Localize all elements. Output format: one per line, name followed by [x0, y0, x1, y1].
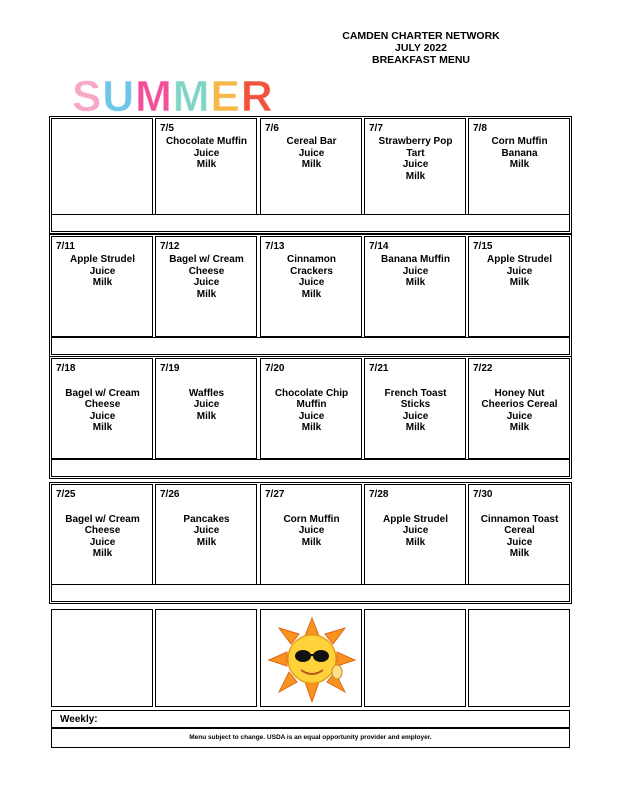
menu-item: Milk: [92, 548, 113, 559]
menu-item: Banana: [501, 147, 538, 159]
menu-item: Milk: [405, 536, 426, 548]
day-date: 7/14: [369, 241, 389, 252]
day-date: [56, 123, 149, 136]
day-date: 7/12: [160, 241, 180, 252]
day-cell: [155, 236, 257, 337]
menu-item: Juice: [298, 277, 325, 288]
menu-item: Honey Nut: [494, 387, 545, 399]
day-menu-items: [473, 136, 566, 171]
menu-period: JULY 2022: [395, 42, 447, 54]
day-date: 7/8: [473, 123, 487, 134]
menu-item: [265, 502, 358, 514]
menu-item: Bagel w/ Cream: [65, 387, 140, 399]
menu-item: Tart: [406, 147, 425, 159]
day-menu-items: [265, 254, 358, 300]
menu-item: Milk: [196, 410, 217, 422]
day-menu-items: [265, 136, 358, 171]
menu-item: Milk: [509, 277, 530, 288]
menu-item: Cereal: [504, 525, 535, 536]
day-menu-items: [369, 376, 462, 434]
day-cell: [468, 236, 570, 337]
menu-item: Milk: [405, 170, 426, 182]
day-cell: [468, 484, 570, 585]
day-cell: [51, 358, 153, 459]
menu-item: Chocolate Muffin: [165, 136, 248, 147]
menu-item: Cheese: [84, 525, 121, 536]
day-cell: [364, 484, 466, 585]
menu-item: Milk: [196, 159, 217, 170]
summer-letter: M: [135, 72, 173, 121]
menu-item: Cheerios Cereal: [481, 399, 558, 410]
menu-item: [369, 502, 462, 514]
day-date: 7/19: [160, 363, 180, 374]
menu-item: Apple Strudel: [382, 513, 448, 525]
menu-item: Cereal Bar: [286, 136, 337, 147]
menu-item: Juice: [89, 410, 116, 422]
menu-item: [473, 376, 566, 388]
menu-item: [160, 376, 253, 388]
menu-item: Chocolate Chip: [274, 387, 349, 399]
organization-name: CAMDEN CHARTER NETWORK: [342, 30, 500, 42]
week-note-row: [51, 214, 570, 232]
menu-item: Strawberry Pop: [378, 136, 453, 147]
day-menu-items: [265, 376, 358, 434]
day-cell: [260, 236, 362, 337]
summer-letter: U: [102, 72, 136, 121]
summer-letter: M: [172, 72, 211, 121]
menu-item: Juice: [193, 399, 220, 410]
sun-cell: [260, 609, 362, 707]
menu-item: Milk: [509, 422, 530, 433]
menu-item: [265, 376, 358, 388]
summer-letter: E: [210, 72, 241, 121]
menu-item: Juice: [402, 525, 429, 536]
day-date: 7/22: [473, 363, 493, 374]
day-date: 7/18: [56, 363, 76, 374]
day-menu-items: [160, 254, 253, 300]
day-menu-items: [369, 136, 462, 182]
menu-item: Cheese: [188, 265, 225, 277]
menu-item: Milk: [405, 422, 426, 433]
menu-item: Juice: [506, 265, 533, 277]
menu-item: Milk: [301, 288, 322, 300]
week-note-row: [51, 337, 570, 355]
menu-item: Banana Muffin: [381, 254, 450, 265]
menu-item: Corn Muffin: [283, 513, 340, 525]
menu-item: Cinnamon Toast: [480, 513, 559, 525]
menu-item: Juice: [506, 536, 533, 548]
empty-day-cell: [364, 609, 466, 707]
menu-item: Juice: [298, 147, 325, 159]
menu-item: Juice: [89, 265, 116, 277]
day-date: 7/28: [369, 489, 389, 500]
menu-item: Apple Strudel: [69, 254, 135, 265]
menu-item: Bagel w/ Cream: [65, 513, 140, 525]
menu-item: Juice: [506, 410, 533, 422]
menu-item: Juice: [402, 159, 429, 170]
day-cell: [155, 118, 257, 215]
empty-day-cell: [51, 609, 153, 707]
day-cell: [260, 484, 362, 585]
day-date: 7/26: [160, 489, 180, 500]
menu-item: [160, 502, 253, 514]
day-cell: [468, 358, 570, 459]
menu-item: Milk: [509, 159, 530, 170]
day-date: 7/30: [473, 489, 493, 500]
menu-item: Cheese: [84, 399, 121, 410]
menu-item: Waffles: [188, 387, 225, 399]
day-cell: [51, 484, 153, 585]
menu-item: Muffin: [296, 399, 327, 410]
day-date: 7/27: [265, 489, 285, 500]
menu-item: Cinnamon: [287, 254, 336, 265]
menu-item: Sticks: [400, 399, 431, 410]
empty-day-cell: [468, 609, 570, 707]
menu-item: Juice: [402, 265, 429, 277]
summer-letter: R: [240, 72, 274, 121]
menu-item: Milk: [301, 422, 322, 433]
sun-with-sunglasses-icon: [267, 616, 357, 702]
day-cell: [260, 118, 362, 215]
day-menu-items: [473, 254, 566, 289]
menu-item: Milk: [92, 422, 113, 433]
menu-item: Juice: [193, 525, 220, 536]
menu-item: Apple Strudel: [486, 254, 552, 265]
menu-item: Juice: [193, 147, 220, 159]
day-menu-items: [369, 254, 462, 289]
day-menu-items: [56, 502, 149, 560]
menu-item: Bagel w/ Cream: [169, 254, 244, 265]
menu-item: Juice: [193, 277, 220, 288]
weekly-row: [51, 710, 570, 728]
menu-title: BREAKFAST MENU: [371, 54, 470, 66]
menu-item: Crackers: [290, 265, 333, 277]
day-cell: [155, 484, 257, 585]
day-date: 7/5: [160, 123, 174, 134]
menu-item: [56, 502, 149, 514]
day-cell: [468, 118, 570, 215]
menu-item: Milk: [301, 159, 322, 170]
menu-item: Pancakes: [183, 513, 230, 525]
menu-item: [56, 376, 149, 388]
day-date: 7/15: [473, 241, 493, 252]
menu-item: Juice: [298, 410, 325, 422]
day-menu-items: [160, 376, 253, 422]
menu-item: Milk: [196, 536, 217, 548]
menu-item: Milk: [405, 277, 426, 288]
menu-item: [473, 502, 566, 514]
summer-banner: [72, 72, 274, 121]
day-date: 7/7: [369, 123, 383, 134]
day-menu-items: [473, 502, 566, 560]
day-date: 7/25: [56, 489, 76, 500]
summer-letter: S: [72, 72, 103, 121]
day-menu-items: [56, 376, 149, 434]
menu-item: Milk: [196, 288, 217, 300]
day-cell: [155, 358, 257, 459]
menu-item: Juice: [402, 410, 429, 422]
day-date: 7/11: [56, 241, 75, 252]
menu-header: [300, 30, 542, 66]
day-cell: [364, 358, 466, 459]
menu-item: [369, 376, 462, 388]
day-menu-items: [369, 502, 462, 548]
menu-item: Juice: [89, 536, 116, 548]
menu-item: Juice: [298, 525, 325, 536]
day-date: 7/21: [369, 363, 389, 374]
menu-item: Milk: [301, 536, 322, 548]
day-date: 7/20: [265, 363, 285, 374]
empty-day-cell: [155, 609, 257, 707]
menu-item: French Toast: [384, 387, 447, 399]
menu-item: Corn Muffin: [491, 136, 548, 147]
day-date: 7/13: [265, 241, 285, 252]
day-menu-items: [56, 254, 149, 289]
menu-item: Milk: [92, 277, 113, 288]
day-menu-items: [265, 502, 358, 548]
weekly-label: Weekly:: [60, 714, 98, 725]
day-date: 7/6: [265, 123, 279, 134]
footer-disclaimer: Menu subject to change. USDA is an equal opportunity provider and employer.: [51, 728, 570, 748]
day-cell: [260, 358, 362, 459]
day-cell: [51, 236, 153, 337]
menu-item: Milk: [509, 548, 530, 559]
day-menu-items: [160, 136, 253, 171]
day-cell: [364, 118, 466, 215]
day-menu-items: [473, 376, 566, 434]
week-note-row: [51, 459, 570, 477]
day-cell: [364, 236, 466, 337]
day-cell: [51, 118, 153, 215]
week-note-row: [51, 584, 570, 602]
day-menu-items: [160, 502, 253, 548]
